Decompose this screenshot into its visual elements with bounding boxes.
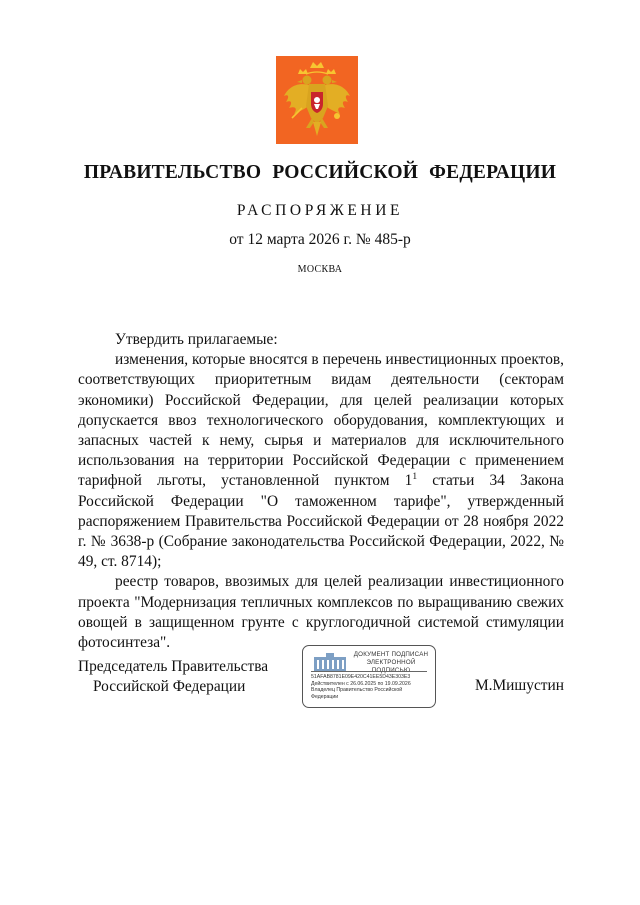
signatory-position-line1: Председатель Правительства <box>78 658 269 675</box>
superscript-mark: 1 <box>412 472 418 483</box>
signatory-position-line2: Российской Федерации <box>93 678 246 695</box>
stamp-heading-line1: ДОКУМЕНТ ПОДПИСАН <box>353 651 429 658</box>
electronic-signature-stamp <box>302 645 436 708</box>
certificate-validity: Действителен с 26.06.2025 по 19.09.2026 <box>311 680 411 687</box>
stamp-heading-line2: ЭЛЕКТРОННОЙ ПОДПИСЬЮ <box>366 659 416 674</box>
government-building-icon <box>312 653 348 673</box>
document-city: МОСКВА <box>297 264 343 275</box>
changes-text-part2: статьи 34 Закона Российской Федерации "О таможенном тарифе", утвержденный распоряжением Правительства Российской Федерации от 28 ноября 2022 г. № 3638-р (Собрание законодательства Российской Федерации, 2022, № 49, ст. 8714); <box>78 472 564 571</box>
government-title: ПРАВИТЕЛЬСТВО РОССИЙСКОЙ ФЕДЕРАЦИИ <box>83 162 557 183</box>
body-paragraph-intro: Утвердить прилагаемые: <box>115 331 278 348</box>
body-paragraph-registry: реестр товаров, ввозимых для целей реализации инвестиционного проекта "Модернизация тепличных комплексов по выращиванию свежих овощей в защищенном грунте с круглогодичной системой стимуляции фотосинтеза". <box>78 573 564 652</box>
certificate-owner-line2: Федерации <box>311 693 339 700</box>
document-date-number: от 12 марта 2026 г. № 485-р <box>229 231 411 248</box>
signatory-name: М.Мишустин <box>474 677 564 694</box>
stamp-details <box>311 674 411 700</box>
stamp-divider <box>311 671 427 672</box>
russian-coat-of-arms-icon <box>276 56 358 144</box>
body-paragraph-changes <box>78 350 564 572</box>
certificate-serial: 51AFAB8781E09E420C41EE5D43E303E3 <box>311 674 411 680</box>
changes-text-part1: изменения, которые вносятся в перечень инвестиционных проектов, соответствующих приоритетным видам деятельности (секторам экономики) Российской Федерации, для целей реализации которых допускается ввоз технологического оборудования, комплектующих и запасных частей к нему, сырья и материалов для исключительного использования на территории Российской Федерации с применением тарифной льготы, установленной пунктом 1 <box>78 351 564 490</box>
certificate-owner-line1: Владелец Правительство Российской <box>311 687 403 694</box>
document-type: РАСПОРЯЖЕНИЕ <box>236 202 404 219</box>
signatory-position <box>78 657 268 697</box>
document-body <box>78 330 564 653</box>
